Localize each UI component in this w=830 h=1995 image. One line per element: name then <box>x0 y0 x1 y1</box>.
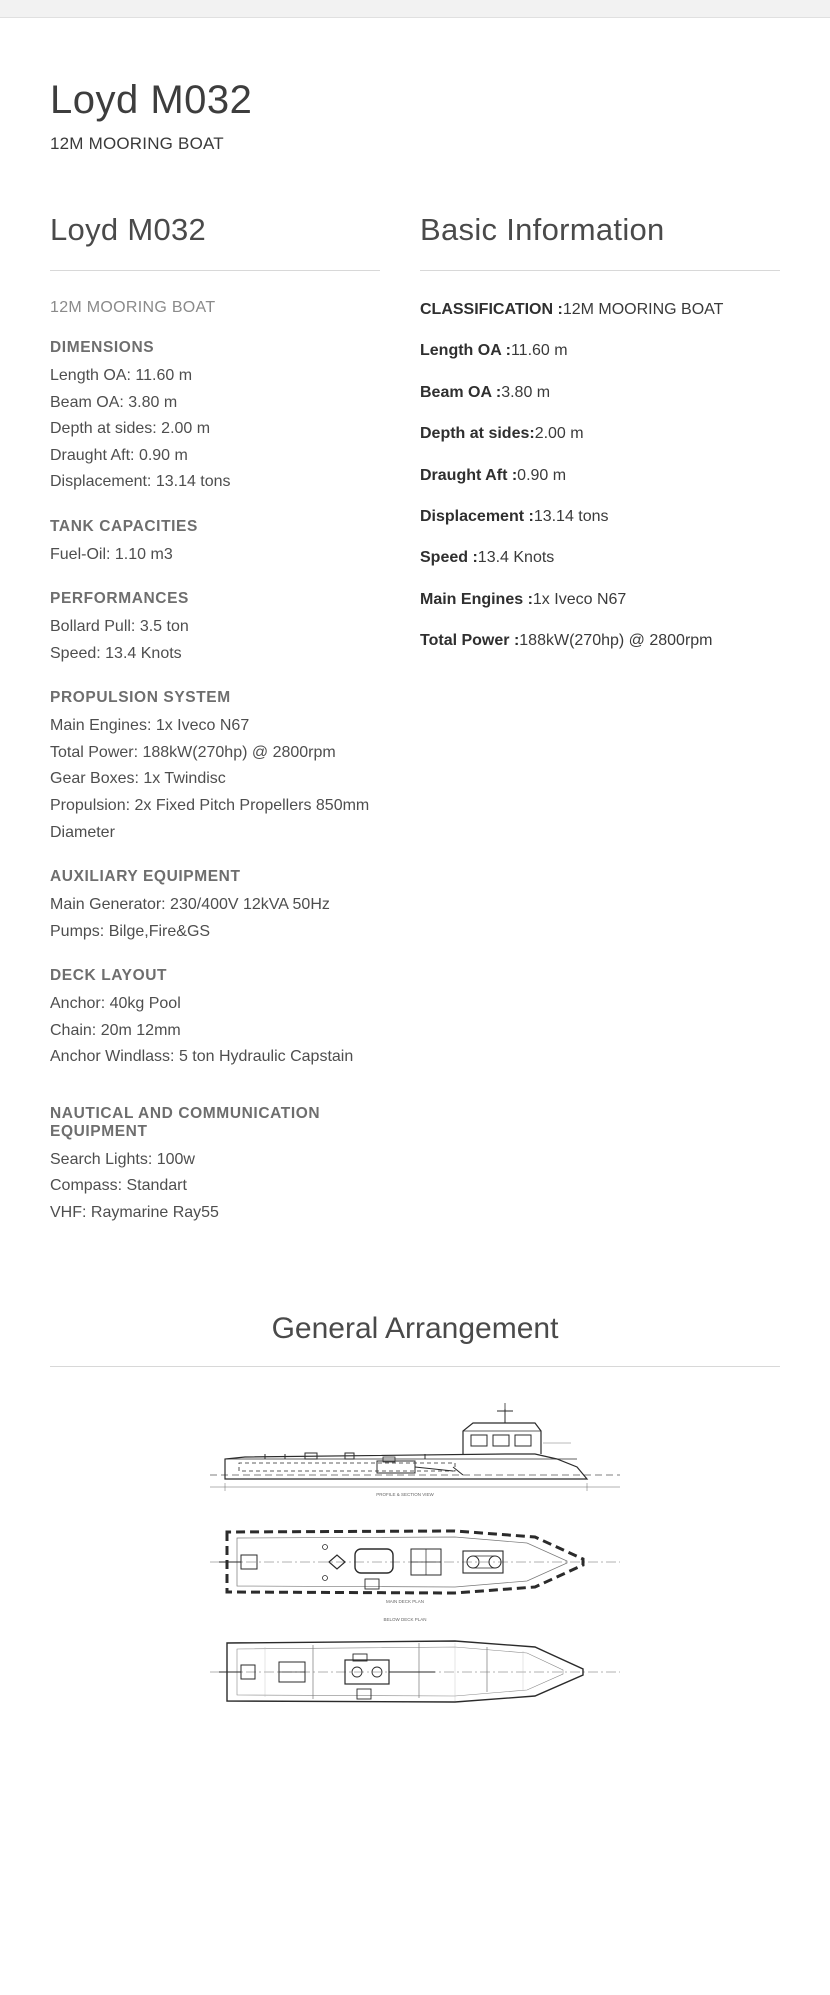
info-row <box>420 299 780 321</box>
spec-line: Anchor Windlass: 5 ton Hydraulic Capstain <box>50 1048 354 1066</box>
info-value: 13.14 tons <box>533 507 609 525</box>
main-deck-plan <box>210 1531 620 1604</box>
spec-line: Displacement: 13.14 tons <box>50 473 231 491</box>
spec-line: Main Engines: 1x Iveco N67 <box>50 717 250 735</box>
top-strip <box>0 0 830 18</box>
lower-deck-plan <box>210 1617 620 1702</box>
info-row <box>420 382 780 404</box>
detailed-specs-column <box>50 212 380 1248</box>
spec-tagline: 12M MOORING BOAT <box>50 299 216 316</box>
spec-group-title: AUXILIARY EQUIPMENT <box>50 868 241 886</box>
info-row <box>420 589 780 611</box>
info-value: 12M MOORING BOAT <box>562 301 724 318</box>
spec-line: Chain: 20m 12mm <box>50 1021 181 1039</box>
info-value: 3.80 m <box>501 383 551 401</box>
info-label: Depth at sides: <box>420 425 535 443</box>
spec-line: VHF: Raymarine Ray55 <box>50 1203 219 1221</box>
spec-group-title: TANK CAPACITIES <box>50 517 198 535</box>
spec-line: Draught Aft: 0.90 m <box>50 446 188 464</box>
spec-line: Depth at sides: 2.00 m <box>50 420 211 438</box>
spec-line: Bollard Pull: 3.5 ton <box>50 618 189 636</box>
info-label: Length OA : <box>420 342 511 360</box>
spec-line: Speed: 13.4 Knots <box>50 644 182 662</box>
svg-text:PROFILE & SECTION VIEW: PROFILE & SECTION VIEW <box>376 1492 434 1498</box>
basic-information-heading: Basic Information <box>420 212 665 247</box>
info-label: Speed : <box>420 549 478 567</box>
spec-columns <box>50 212 780 1248</box>
spec-group <box>50 689 380 846</box>
spec-line: Beam OA: 3.80 m <box>50 393 178 411</box>
info-row <box>420 630 780 652</box>
page-title: Loyd M032 <box>50 78 253 122</box>
divider <box>50 1366 780 1367</box>
svg-text:MAIN DECK PLAN: MAIN DECK PLAN <box>385 1599 425 1605</box>
document-content <box>0 18 830 1767</box>
spec-group <box>50 339 380 496</box>
info-row <box>420 340 780 362</box>
basic-information-column <box>420 212 780 1248</box>
spec-line: Length OA: 11.60 m <box>50 367 193 384</box>
info-label: Displacement : <box>420 507 534 525</box>
spec-group-title: NAUTICAL AND COMMUNICATION EQUIPMENT <box>50 1104 321 1140</box>
general-arrangement-section <box>50 1312 780 1767</box>
divider <box>420 270 780 271</box>
general-arrangement-drawing <box>205 1397 625 1767</box>
svg-text:BELOW DECK PLAN: BELOW DECK PLAN <box>383 1617 427 1623</box>
spec-group <box>50 518 380 569</box>
detailed-specs-heading: Loyd M032 <box>50 212 207 247</box>
info-label: Beam OA : <box>420 383 502 401</box>
page-subtitle: 12M MOORING BOAT <box>50 134 224 153</box>
spec-line: Gear Boxes: 1x Twindisc <box>50 770 226 788</box>
info-row <box>420 547 780 569</box>
info-label: Draught Aft : <box>420 466 518 484</box>
spec-group <box>50 1105 380 1227</box>
info-row <box>420 506 780 528</box>
info-value: 13.4 Knots <box>477 549 555 567</box>
info-label: Main Engines : <box>420 590 533 608</box>
spec-group <box>50 868 380 945</box>
spec-line: Pumps: Bilge,Fire&GS <box>50 922 211 940</box>
info-value: 1x Iveco N67 <box>532 590 627 608</box>
document-header <box>50 18 780 154</box>
spec-line: Total Power: 188kW(270hp) @ 2800rpm <box>50 743 336 761</box>
divider <box>50 270 380 271</box>
info-label: CLASSIFICATION : <box>420 301 563 318</box>
spec-line: Main Generator: 230/400V 12kVA 50Hz <box>50 896 330 914</box>
spec-line: Anchor: 40kg Pool <box>50 995 181 1013</box>
spec-line: Propulsion: 2x Fixed Pitch Propellers 850mm Diameter <box>50 797 370 841</box>
spec-group-title: PROPULSION SYSTEM <box>50 689 231 707</box>
info-label: Total Power : <box>420 632 520 650</box>
general-arrangement-heading: General Arrangement <box>271 1312 559 1346</box>
spec-line: Fuel-Oil: 1.10 m3 <box>50 545 173 563</box>
spec-group-title: DECK LAYOUT <box>50 967 168 985</box>
info-row <box>420 423 780 445</box>
spec-group-title: DIMENSIONS <box>50 339 155 356</box>
spec-line: Search Lights: 100w <box>50 1150 195 1168</box>
info-value: 11.60 m <box>510 342 568 360</box>
profile-view <box>210 1403 620 1497</box>
spec-group <box>50 967 380 1071</box>
info-value: 0.90 m <box>517 466 567 484</box>
info-value: 2.00 m <box>534 425 584 443</box>
spec-group <box>50 590 380 667</box>
info-value: 188kW(270hp) @ 2800rpm <box>519 632 713 650</box>
info-row <box>420 465 780 487</box>
spec-group-title: PERFORMANCES <box>50 590 189 608</box>
spec-line: Compass: Standart <box>50 1177 187 1195</box>
